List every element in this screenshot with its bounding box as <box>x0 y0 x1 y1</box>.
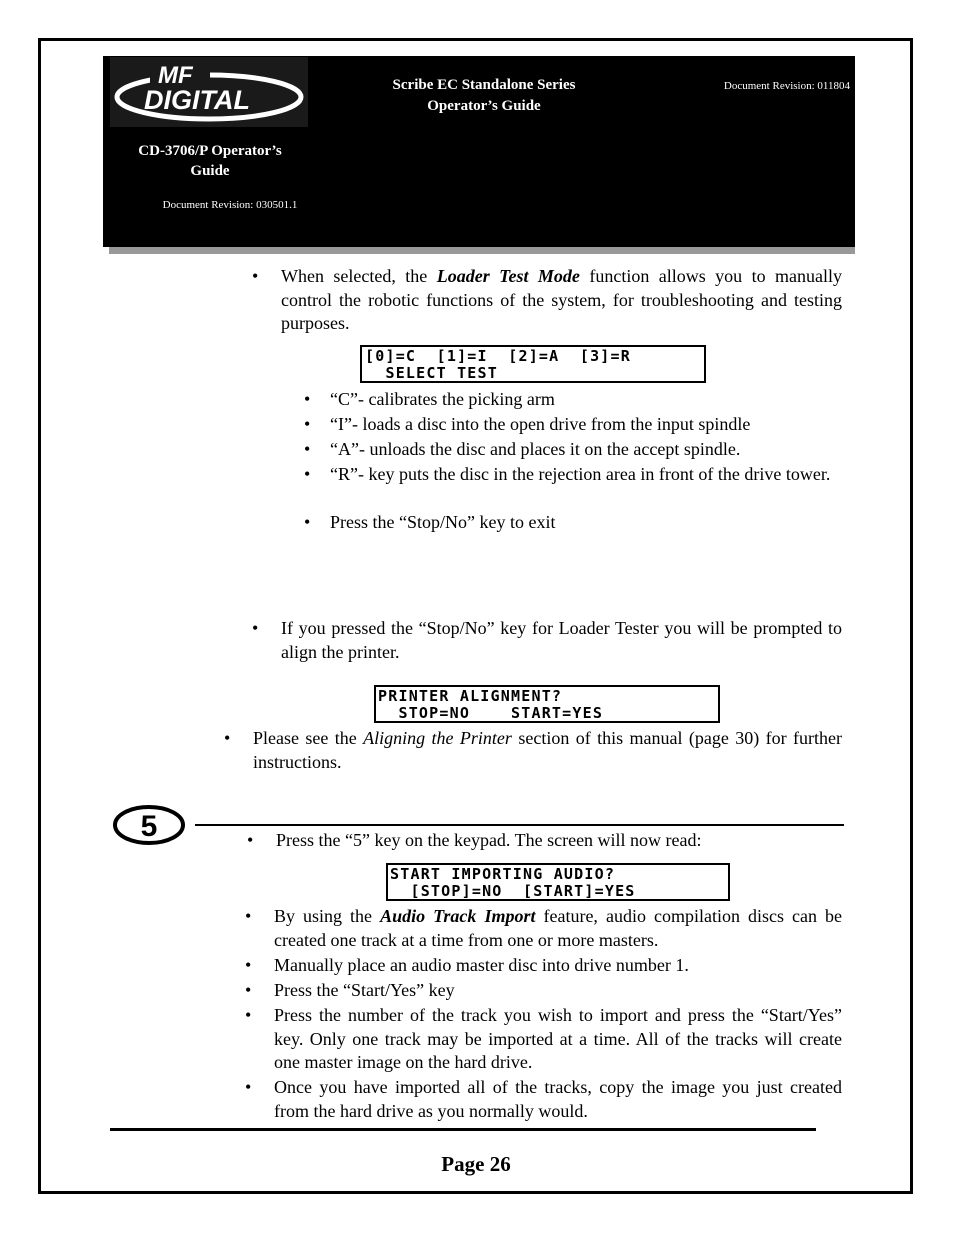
loader-intro-bullet <box>252 265 843 336</box>
lcd-printer-line1: PRINTER ALIGNMENT? <box>378 687 563 705</box>
press-number-text: Press the number of the track you wish to import and press the “Start/Yes” key. Only one track may be imported at a time. All of the tracks will create one master image on the hard drive. <box>274 1005 842 1072</box>
page-number: Page 26 <box>441 1152 511 1176</box>
sub-item-a: “A”- unloads the disc and places it on the accept spindle. <box>330 439 741 459</box>
sub-item-c: “C”- calibrates the picking arm <box>330 389 555 409</box>
list-item <box>245 905 842 952</box>
press-start-text: Press the “Start/Yes” key <box>274 980 455 1000</box>
lcd-import-audio <box>386 863 730 901</box>
printer-bullet <box>252 617 842 664</box>
step-5-number: 5 <box>140 810 158 843</box>
lcd-import-line1: START IMPORTING AUDIO? <box>390 865 616 883</box>
see-aligning-bullet <box>224 727 842 774</box>
product-guide-title <box>110 141 310 181</box>
step-5-badge <box>112 804 186 851</box>
see-pre: Please see the <box>253 728 364 748</box>
sub-item-r: “R”- key puts the disc in the rejection area in front of the drive tower. <box>330 464 831 484</box>
lcd-select-test-line2: SELECT TEST <box>365 364 498 382</box>
bullet-dot: • <box>245 906 252 926</box>
lcd-import-line2: [STOP]=NO [START]=YES <box>390 882 636 900</box>
bullet-dot: • <box>245 1077 252 1097</box>
bullet-dot: • <box>245 980 252 1000</box>
list-item <box>304 388 845 412</box>
bullet-dot: • <box>304 389 311 409</box>
once-imported-text: Once you have imported all of the tracks, copy the image you just created from the hard drive as you normally would. <box>274 1077 842 1121</box>
bullet-dot: • <box>245 955 252 975</box>
list-item <box>245 1076 842 1123</box>
lcd-select-test-line1: [0]=C [1]=I [2]=A [3]=R <box>365 347 631 365</box>
audio-pre: By using the <box>274 906 381 926</box>
list-item <box>304 413 845 437</box>
lcd-printer-line2: STOP=NO START=YES <box>378 704 604 722</box>
bullet-dot: • <box>224 728 231 748</box>
bullet-dot: • <box>304 439 311 459</box>
header-shadow <box>109 247 855 254</box>
list-item <box>245 954 842 978</box>
bullet-dot: • <box>252 618 259 638</box>
mf-digital-logo <box>110 57 308 127</box>
bullet-dot: • <box>245 1005 252 1025</box>
audio-bold: Audio Track Import <box>380 906 536 926</box>
product-guide-line1: CD-3706/P Operator’s <box>138 143 282 159</box>
series-title: Scribe EC Standalone Series <box>392 77 576 93</box>
logo-text-mf: MF <box>158 62 193 89</box>
loader-intro-post: function allows you to manually control the robotic functions of the system, for troubleshooting and testing purposes. <box>281 266 843 333</box>
list-item <box>245 979 842 1003</box>
doc-revision-left: Document Revision: 030501.1 <box>162 199 298 211</box>
see-italic: Aligning the Printer <box>363 728 512 748</box>
footer-divider <box>110 1128 816 1131</box>
printer-bullet-text: If you pressed the “Stop/No” key for Loader Tester you will be prompted to align the printer. <box>281 618 842 662</box>
list-item <box>304 463 845 487</box>
product-guide-line2: Guide <box>190 163 230 179</box>
press-5-bullet <box>247 829 842 853</box>
lcd-select-test <box>360 345 706 383</box>
sub-item-i: “I”- loads a disc into the open drive from the input spindle <box>330 414 751 434</box>
bullet-dot: • <box>252 266 259 286</box>
step-divider <box>195 824 844 826</box>
audio-post: feature, audio compilation discs can be created one track at a time from one or more masters. <box>274 906 842 950</box>
see-aligning-text <box>253 727 842 774</box>
doc-revision-right: Document Revision: 011804 <box>723 80 850 92</box>
audio-import-text <box>274 905 842 952</box>
press-5-text: Press the “5” key on the keypad. The screen will now read: <box>276 830 702 850</box>
list-item <box>245 1004 842 1075</box>
header-title <box>360 75 608 117</box>
bullet-dot: • <box>247 830 254 850</box>
bullet-dot: • <box>304 464 311 484</box>
loader-intro-text <box>281 265 842 336</box>
lcd-printer-alignment <box>374 685 720 723</box>
loader-intro-bold: Loader Test Mode <box>436 266 580 286</box>
list-item <box>304 438 845 462</box>
loader-intro-pre: When selected, the <box>281 266 437 286</box>
bullet-dot: • <box>304 512 311 532</box>
bullet-dot: • <box>304 414 311 434</box>
manual-place-text: Manually place an audio master disc into drive number 1. <box>274 955 689 975</box>
list-item <box>304 511 845 535</box>
guide-title: Operator’s Guide <box>427 98 541 114</box>
logo-text-digital: DIGITAL <box>144 85 250 115</box>
sub-item-exit: Press the “Stop/No” key to exit <box>330 512 556 532</box>
see-post: section of this manual (page 30) for further instructions. <box>253 728 842 772</box>
